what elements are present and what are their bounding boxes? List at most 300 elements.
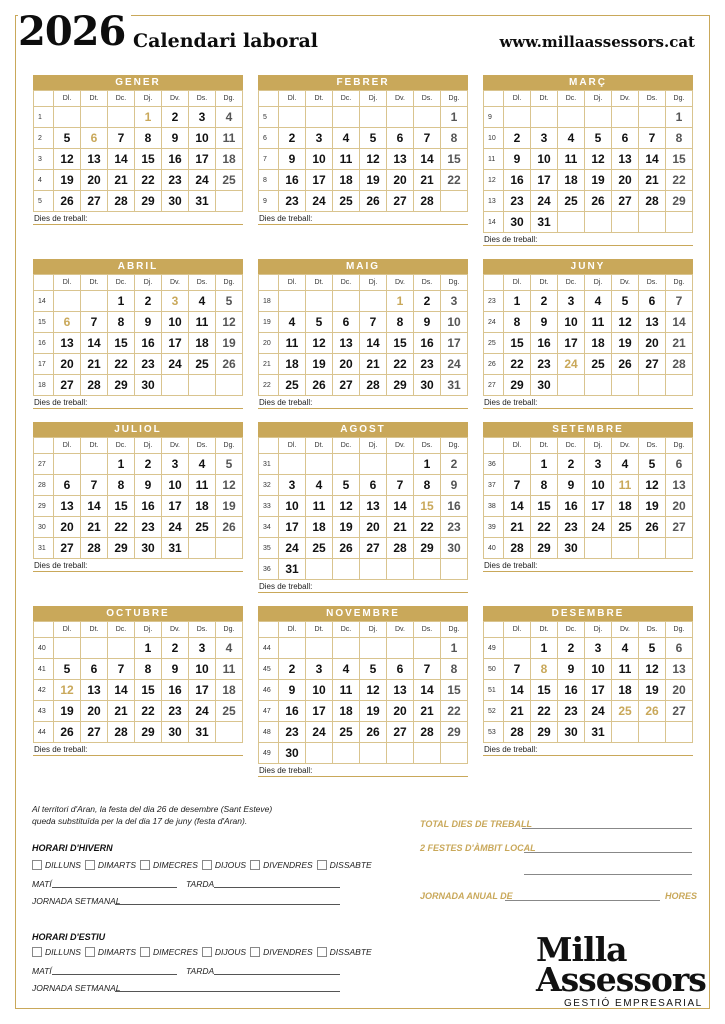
day-cell[interactable]: 18 bbox=[558, 170, 585, 191]
day-cell[interactable]: 7 bbox=[81, 312, 108, 333]
local-holidays-line-1[interactable] bbox=[524, 852, 692, 853]
day-cell[interactable]: 17 bbox=[558, 333, 585, 354]
day-cell[interactable]: 5 bbox=[639, 454, 666, 475]
day-cell[interactable]: 15 bbox=[441, 149, 468, 170]
day-cell[interactable]: 2 bbox=[162, 638, 189, 659]
day-cell[interactable]: 14 bbox=[108, 149, 135, 170]
day-cell[interactable]: 29 bbox=[504, 375, 531, 396]
day-cell[interactable]: 23 bbox=[162, 170, 189, 191]
day-cell[interactable]: 28 bbox=[639, 191, 666, 212]
day-cell[interactable]: 21 bbox=[360, 354, 387, 375]
day-cell[interactable]: 28 bbox=[108, 722, 135, 743]
day-cell[interactable]: 22 bbox=[531, 517, 558, 538]
day-checkbox-dijous[interactable] bbox=[202, 860, 246, 870]
day-cell[interactable]: 3 bbox=[189, 107, 216, 128]
winter-tarda-line[interactable] bbox=[214, 887, 340, 888]
day-cell[interactable]: 31 bbox=[441, 375, 468, 396]
day-cell[interactable]: 22 bbox=[414, 517, 441, 538]
day-cell[interactable]: 14 bbox=[414, 680, 441, 701]
day-cell[interactable]: 15 bbox=[531, 496, 558, 517]
day-cell[interactable]: 24 bbox=[162, 354, 189, 375]
day-cell[interactable]: 22 bbox=[135, 701, 162, 722]
day-cell[interactable]: 30 bbox=[531, 375, 558, 396]
day-cell[interactable]: 17 bbox=[162, 496, 189, 517]
day-cell[interactable]: 26 bbox=[360, 191, 387, 212]
day-cell[interactable]: 30 bbox=[135, 538, 162, 559]
day-cell[interactable]: 18 bbox=[612, 680, 639, 701]
day-cell[interactable]: 1 bbox=[414, 454, 441, 475]
day-cell[interactable]: 16 bbox=[414, 333, 441, 354]
summer-jornada-line[interactable] bbox=[115, 991, 340, 992]
day-cell[interactable]: 6 bbox=[612, 128, 639, 149]
day-cell[interactable]: 16 bbox=[441, 496, 468, 517]
day-cell[interactable]: 24 bbox=[306, 722, 333, 743]
day-cell[interactable]: 26 bbox=[54, 191, 81, 212]
day-cell[interactable]: 20 bbox=[612, 170, 639, 191]
day-cell[interactable]: 26 bbox=[54, 722, 81, 743]
summer-mati-line[interactable] bbox=[52, 974, 177, 975]
day-cell[interactable]: 9 bbox=[162, 659, 189, 680]
day-cell[interactable]: 14 bbox=[504, 680, 531, 701]
day-cell[interactable]: 7 bbox=[360, 312, 387, 333]
checkbox[interactable] bbox=[250, 947, 260, 957]
day-cell[interactable]: 27 bbox=[333, 375, 360, 396]
day-cell[interactable]: 17 bbox=[162, 333, 189, 354]
day-cell[interactable]: 10 bbox=[306, 680, 333, 701]
day-cell[interactable]: 14 bbox=[81, 333, 108, 354]
day-cell[interactable]: 7 bbox=[414, 128, 441, 149]
day-cell[interactable]: 17 bbox=[585, 680, 612, 701]
day-cell[interactable]: 19 bbox=[216, 333, 243, 354]
day-cell[interactable]: 15 bbox=[441, 680, 468, 701]
day-cell[interactable]: 14 bbox=[108, 680, 135, 701]
day-cell[interactable]: 2 bbox=[531, 291, 558, 312]
working-days-field[interactable]: Dies de treball: bbox=[483, 745, 693, 756]
day-cell[interactable]: 2 bbox=[135, 291, 162, 312]
day-cell[interactable]: 12 bbox=[54, 149, 81, 170]
day-cell[interactable]: 30 bbox=[279, 743, 306, 764]
day-cell[interactable]: 12 bbox=[360, 680, 387, 701]
holiday-day-cell[interactable]: 1 bbox=[387, 291, 414, 312]
day-cell[interactable]: 8 bbox=[108, 475, 135, 496]
day-cell[interactable]: 21 bbox=[639, 170, 666, 191]
day-cell[interactable]: 25 bbox=[189, 517, 216, 538]
day-cell[interactable]: 10 bbox=[558, 312, 585, 333]
day-cell[interactable]: 31 bbox=[162, 538, 189, 559]
day-cell[interactable]: 14 bbox=[414, 149, 441, 170]
day-cell[interactable]: 8 bbox=[531, 475, 558, 496]
day-cell[interactable]: 13 bbox=[612, 149, 639, 170]
day-cell[interactable]: 24 bbox=[585, 517, 612, 538]
day-cell[interactable]: 31 bbox=[189, 722, 216, 743]
working-days-field[interactable]: Dies de treball: bbox=[33, 398, 243, 409]
day-cell[interactable]: 2 bbox=[279, 659, 306, 680]
day-cell[interactable]: 2 bbox=[414, 291, 441, 312]
day-cell[interactable]: 1 bbox=[666, 107, 693, 128]
day-cell[interactable]: 11 bbox=[333, 680, 360, 701]
day-cell[interactable]: 25 bbox=[306, 538, 333, 559]
working-days-field[interactable]: Dies de treball: bbox=[258, 582, 468, 593]
day-cell[interactable]: 30 bbox=[441, 538, 468, 559]
day-cell[interactable]: 23 bbox=[558, 517, 585, 538]
checkbox[interactable] bbox=[85, 947, 95, 957]
day-cell[interactable]: 9 bbox=[135, 475, 162, 496]
day-checkbox-dissabte[interactable] bbox=[317, 947, 372, 957]
day-cell[interactable]: 17 bbox=[189, 149, 216, 170]
day-cell[interactable]: 25 bbox=[189, 354, 216, 375]
day-cell[interactable]: 19 bbox=[306, 354, 333, 375]
day-cell[interactable]: 29 bbox=[135, 722, 162, 743]
day-cell[interactable]: 9 bbox=[279, 149, 306, 170]
day-cell[interactable]: 23 bbox=[414, 354, 441, 375]
day-cell[interactable]: 9 bbox=[504, 149, 531, 170]
day-cell[interactable]: 12 bbox=[612, 312, 639, 333]
day-cell[interactable]: 20 bbox=[639, 333, 666, 354]
day-cell[interactable]: 25 bbox=[558, 191, 585, 212]
day-cell[interactable]: 26 bbox=[612, 354, 639, 375]
day-cell[interactable]: 4 bbox=[558, 128, 585, 149]
day-cell[interactable]: 28 bbox=[360, 375, 387, 396]
day-cell[interactable]: 29 bbox=[441, 722, 468, 743]
day-cell[interactable]: 17 bbox=[306, 170, 333, 191]
day-cell[interactable]: 27 bbox=[81, 722, 108, 743]
day-cell[interactable]: 18 bbox=[333, 170, 360, 191]
day-cell[interactable]: 6 bbox=[666, 454, 693, 475]
day-cell[interactable]: 26 bbox=[216, 354, 243, 375]
day-cell[interactable]: 5 bbox=[333, 475, 360, 496]
day-cell[interactable]: 5 bbox=[639, 638, 666, 659]
day-cell[interactable]: 24 bbox=[279, 538, 306, 559]
day-cell[interactable]: 4 bbox=[306, 475, 333, 496]
day-cell[interactable]: 27 bbox=[54, 375, 81, 396]
day-cell[interactable]: 14 bbox=[639, 149, 666, 170]
day-cell[interactable]: 27 bbox=[387, 191, 414, 212]
day-cell[interactable]: 23 bbox=[135, 354, 162, 375]
day-cell[interactable]: 18 bbox=[189, 333, 216, 354]
day-cell[interactable]: 29 bbox=[531, 538, 558, 559]
day-cell[interactable]: 23 bbox=[162, 701, 189, 722]
day-cell[interactable]: 7 bbox=[504, 659, 531, 680]
day-cell[interactable]: 5 bbox=[54, 128, 81, 149]
day-cell[interactable]: 28 bbox=[387, 538, 414, 559]
winter-mati-line[interactable] bbox=[52, 887, 177, 888]
day-cell[interactable]: 10 bbox=[189, 659, 216, 680]
checkbox[interactable] bbox=[202, 860, 212, 870]
day-cell[interactable]: 13 bbox=[387, 680, 414, 701]
day-cell[interactable]: 17 bbox=[441, 333, 468, 354]
local-holidays-line-2[interactable] bbox=[524, 874, 692, 875]
day-cell[interactable]: 19 bbox=[360, 701, 387, 722]
checkbox[interactable] bbox=[140, 947, 150, 957]
day-cell[interactable]: 1 bbox=[135, 638, 162, 659]
day-cell[interactable]: 26 bbox=[360, 722, 387, 743]
day-cell[interactable]: 10 bbox=[531, 149, 558, 170]
day-cell[interactable]: 7 bbox=[414, 659, 441, 680]
day-cell[interactable]: 18 bbox=[612, 496, 639, 517]
day-cell[interactable]: 13 bbox=[81, 680, 108, 701]
day-cell[interactable]: 29 bbox=[108, 538, 135, 559]
day-cell[interactable]: 30 bbox=[558, 538, 585, 559]
day-cell[interactable]: 24 bbox=[189, 701, 216, 722]
day-cell[interactable]: 1 bbox=[441, 638, 468, 659]
holiday-day-cell[interactable]: 6 bbox=[81, 128, 108, 149]
day-cell[interactable]: 20 bbox=[54, 354, 81, 375]
day-cell[interactable]: 17 bbox=[306, 701, 333, 722]
day-cell[interactable]: 16 bbox=[162, 149, 189, 170]
day-cell[interactable]: 20 bbox=[387, 701, 414, 722]
day-cell[interactable]: 21 bbox=[504, 701, 531, 722]
day-checkbox-dimecres[interactable] bbox=[140, 947, 198, 957]
day-cell[interactable]: 9 bbox=[135, 312, 162, 333]
day-cell[interactable]: 5 bbox=[612, 291, 639, 312]
day-cell[interactable]: 8 bbox=[504, 312, 531, 333]
day-cell[interactable]: 8 bbox=[387, 312, 414, 333]
day-cell[interactable]: 13 bbox=[387, 149, 414, 170]
working-days-field[interactable]: Dies de treball: bbox=[258, 398, 468, 409]
day-cell[interactable]: 4 bbox=[216, 107, 243, 128]
day-cell[interactable]: 3 bbox=[558, 291, 585, 312]
day-cell[interactable]: 30 bbox=[162, 722, 189, 743]
day-cell[interactable]: 15 bbox=[108, 496, 135, 517]
day-cell[interactable]: 10 bbox=[585, 475, 612, 496]
day-cell[interactable]: 15 bbox=[135, 149, 162, 170]
day-cell[interactable]: 7 bbox=[504, 475, 531, 496]
day-cell[interactable]: 21 bbox=[414, 170, 441, 191]
day-cell[interactable]: 12 bbox=[585, 149, 612, 170]
day-cell[interactable]: 11 bbox=[585, 312, 612, 333]
day-cell[interactable]: 24 bbox=[531, 191, 558, 212]
day-cell[interactable]: 29 bbox=[135, 191, 162, 212]
working-days-field[interactable]: Dies de treball: bbox=[258, 766, 468, 777]
day-cell[interactable]: 1 bbox=[504, 291, 531, 312]
day-cell[interactable]: 9 bbox=[162, 128, 189, 149]
day-cell[interactable]: 28 bbox=[414, 722, 441, 743]
day-cell[interactable]: 9 bbox=[279, 680, 306, 701]
holiday-day-cell[interactable]: 1 bbox=[135, 107, 162, 128]
day-cell[interactable]: 10 bbox=[189, 128, 216, 149]
day-cell[interactable]: 25 bbox=[333, 722, 360, 743]
day-cell[interactable]: 28 bbox=[108, 191, 135, 212]
checkbox[interactable] bbox=[85, 860, 95, 870]
day-cell[interactable]: 24 bbox=[189, 170, 216, 191]
day-cell[interactable]: 31 bbox=[531, 212, 558, 233]
day-cell[interactable]: 28 bbox=[504, 538, 531, 559]
day-cell[interactable]: 15 bbox=[531, 680, 558, 701]
day-cell[interactable]: 1 bbox=[531, 638, 558, 659]
day-checkbox-dimecres[interactable] bbox=[140, 860, 198, 870]
day-cell[interactable]: 9 bbox=[558, 659, 585, 680]
day-cell[interactable]: 7 bbox=[81, 475, 108, 496]
day-cell[interactable]: 7 bbox=[387, 475, 414, 496]
day-cell[interactable]: 10 bbox=[585, 659, 612, 680]
day-cell[interactable]: 11 bbox=[279, 333, 306, 354]
day-checkbox-dijous[interactable] bbox=[202, 947, 246, 957]
day-cell[interactable]: 20 bbox=[54, 517, 81, 538]
day-cell[interactable]: 24 bbox=[306, 191, 333, 212]
day-cell[interactable]: 18 bbox=[333, 701, 360, 722]
day-checkbox-dimarts[interactable] bbox=[85, 947, 136, 957]
day-cell[interactable]: 11 bbox=[216, 128, 243, 149]
holiday-day-cell[interactable]: 24 bbox=[558, 354, 585, 375]
day-cell[interactable]: 25 bbox=[612, 517, 639, 538]
holiday-day-cell[interactable]: 6 bbox=[54, 312, 81, 333]
day-cell[interactable]: 26 bbox=[639, 517, 666, 538]
day-cell[interactable]: 28 bbox=[81, 538, 108, 559]
day-cell[interactable]: 15 bbox=[666, 149, 693, 170]
day-cell[interactable]: 21 bbox=[108, 170, 135, 191]
day-cell[interactable]: 18 bbox=[585, 333, 612, 354]
day-cell[interactable]: 3 bbox=[162, 454, 189, 475]
day-cell[interactable]: 29 bbox=[414, 538, 441, 559]
day-cell[interactable]: 16 bbox=[135, 333, 162, 354]
day-cell[interactable]: 27 bbox=[666, 701, 693, 722]
day-cell[interactable]: 5 bbox=[360, 659, 387, 680]
day-cell[interactable]: 23 bbox=[279, 191, 306, 212]
day-cell[interactable]: 8 bbox=[441, 659, 468, 680]
holiday-day-cell[interactable]: 26 bbox=[639, 701, 666, 722]
day-cell[interactable]: 21 bbox=[387, 517, 414, 538]
day-cell[interactable]: 21 bbox=[81, 517, 108, 538]
day-cell[interactable]: 3 bbox=[279, 475, 306, 496]
day-cell[interactable]: 24 bbox=[441, 354, 468, 375]
day-cell[interactable]: 5 bbox=[360, 128, 387, 149]
working-days-field[interactable]: Dies de treball: bbox=[483, 235, 693, 246]
day-cell[interactable]: 22 bbox=[441, 170, 468, 191]
day-cell[interactable]: 3 bbox=[441, 291, 468, 312]
holiday-day-cell[interactable]: 3 bbox=[162, 291, 189, 312]
day-checkbox-divendres[interactable] bbox=[250, 947, 313, 957]
holiday-day-cell[interactable]: 11 bbox=[612, 475, 639, 496]
day-cell[interactable]: 3 bbox=[531, 128, 558, 149]
day-cell[interactable]: 30 bbox=[135, 375, 162, 396]
day-cell[interactable]: 22 bbox=[441, 701, 468, 722]
day-cell[interactable]: 10 bbox=[162, 475, 189, 496]
day-cell[interactable]: 4 bbox=[189, 454, 216, 475]
day-cell[interactable]: 16 bbox=[135, 496, 162, 517]
day-cell[interactable]: 23 bbox=[279, 722, 306, 743]
day-cell[interactable]: 14 bbox=[666, 312, 693, 333]
day-cell[interactable]: 13 bbox=[81, 149, 108, 170]
day-cell[interactable]: 4 bbox=[612, 638, 639, 659]
day-cell[interactable]: 26 bbox=[306, 375, 333, 396]
day-cell[interactable]: 12 bbox=[333, 496, 360, 517]
day-cell[interactable]: 19 bbox=[54, 170, 81, 191]
day-cell[interactable]: 27 bbox=[666, 517, 693, 538]
day-cell[interactable]: 23 bbox=[135, 517, 162, 538]
day-cell[interactable]: 6 bbox=[387, 659, 414, 680]
day-cell[interactable]: 10 bbox=[306, 149, 333, 170]
holiday-day-cell[interactable]: 25 bbox=[612, 701, 639, 722]
day-cell[interactable]: 19 bbox=[360, 170, 387, 191]
annual-hours-line[interactable] bbox=[505, 900, 660, 901]
day-cell[interactable]: 24 bbox=[585, 701, 612, 722]
day-cell[interactable]: 4 bbox=[333, 659, 360, 680]
day-cell[interactable]: 20 bbox=[333, 354, 360, 375]
day-cell[interactable]: 8 bbox=[108, 312, 135, 333]
day-cell[interactable]: 12 bbox=[216, 475, 243, 496]
day-cell[interactable]: 19 bbox=[333, 517, 360, 538]
day-cell[interactable]: 20 bbox=[387, 170, 414, 191]
day-checkbox-dissabte[interactable] bbox=[317, 860, 372, 870]
day-cell[interactable]: 11 bbox=[558, 149, 585, 170]
checkbox[interactable] bbox=[317, 860, 327, 870]
day-cell[interactable]: 8 bbox=[666, 128, 693, 149]
day-checkbox-dimarts[interactable] bbox=[85, 860, 136, 870]
day-cell[interactable]: 18 bbox=[306, 517, 333, 538]
day-cell[interactable]: 5 bbox=[306, 312, 333, 333]
day-cell[interactable]: 23 bbox=[441, 517, 468, 538]
checkbox[interactable] bbox=[317, 947, 327, 957]
day-cell[interactable]: 2 bbox=[504, 128, 531, 149]
day-cell[interactable]: 6 bbox=[54, 475, 81, 496]
day-cell[interactable]: 11 bbox=[189, 312, 216, 333]
day-cell[interactable]: 26 bbox=[333, 538, 360, 559]
checkbox[interactable] bbox=[202, 947, 212, 957]
working-days-field[interactable]: Dies de treball: bbox=[483, 561, 693, 572]
day-cell[interactable]: 4 bbox=[189, 291, 216, 312]
day-cell[interactable]: 21 bbox=[666, 333, 693, 354]
day-cell[interactable]: 19 bbox=[54, 701, 81, 722]
day-cell[interactable]: 28 bbox=[504, 722, 531, 743]
working-days-field[interactable]: Dies de treball: bbox=[258, 214, 468, 225]
day-cell[interactable]: 8 bbox=[414, 475, 441, 496]
day-cell[interactable]: 22 bbox=[108, 354, 135, 375]
day-cell[interactable]: 8 bbox=[441, 128, 468, 149]
day-cell[interactable]: 7 bbox=[639, 128, 666, 149]
day-cell[interactable]: 7 bbox=[666, 291, 693, 312]
day-cell[interactable]: 13 bbox=[54, 333, 81, 354]
day-cell[interactable]: 3 bbox=[585, 638, 612, 659]
day-cell[interactable]: 3 bbox=[189, 638, 216, 659]
day-cell[interactable]: 15 bbox=[135, 680, 162, 701]
day-cell[interactable]: 1 bbox=[531, 454, 558, 475]
day-cell[interactable]: 27 bbox=[387, 722, 414, 743]
day-cell[interactable]: 12 bbox=[639, 475, 666, 496]
day-cell[interactable]: 21 bbox=[504, 517, 531, 538]
day-cell[interactable]: 19 bbox=[639, 496, 666, 517]
day-cell[interactable]: 5 bbox=[216, 291, 243, 312]
checkbox[interactable] bbox=[250, 860, 260, 870]
day-cell[interactable]: 29 bbox=[108, 375, 135, 396]
day-cell[interactable]: 21 bbox=[414, 701, 441, 722]
day-cell[interactable]: 31 bbox=[279, 559, 306, 580]
day-cell[interactable]: 15 bbox=[387, 333, 414, 354]
summer-tarda-line[interactable] bbox=[214, 974, 340, 975]
day-cell[interactable]: 23 bbox=[531, 354, 558, 375]
day-cell[interactable]: 26 bbox=[216, 517, 243, 538]
day-cell[interactable]: 12 bbox=[216, 312, 243, 333]
day-cell[interactable]: 10 bbox=[162, 312, 189, 333]
winter-jornada-line[interactable] bbox=[115, 904, 340, 905]
day-cell[interactable]: 4 bbox=[216, 638, 243, 659]
holiday-day-cell[interactable]: 15 bbox=[414, 496, 441, 517]
day-cell[interactable]: 30 bbox=[162, 191, 189, 212]
day-cell[interactable]: 6 bbox=[360, 475, 387, 496]
day-cell[interactable]: 25 bbox=[585, 354, 612, 375]
day-cell[interactable]: 22 bbox=[531, 701, 558, 722]
day-cell[interactable]: 16 bbox=[279, 170, 306, 191]
day-cell[interactable]: 14 bbox=[360, 333, 387, 354]
day-cell[interactable]: 12 bbox=[639, 659, 666, 680]
day-cell[interactable]: 18 bbox=[189, 496, 216, 517]
day-cell[interactable]: 30 bbox=[504, 212, 531, 233]
day-cell[interactable]: 4 bbox=[279, 312, 306, 333]
day-cell[interactable]: 3 bbox=[585, 454, 612, 475]
day-cell[interactable]: 16 bbox=[558, 680, 585, 701]
day-cell[interactable]: 4 bbox=[333, 128, 360, 149]
day-cell[interactable]: 12 bbox=[360, 149, 387, 170]
day-cell[interactable]: 16 bbox=[279, 701, 306, 722]
